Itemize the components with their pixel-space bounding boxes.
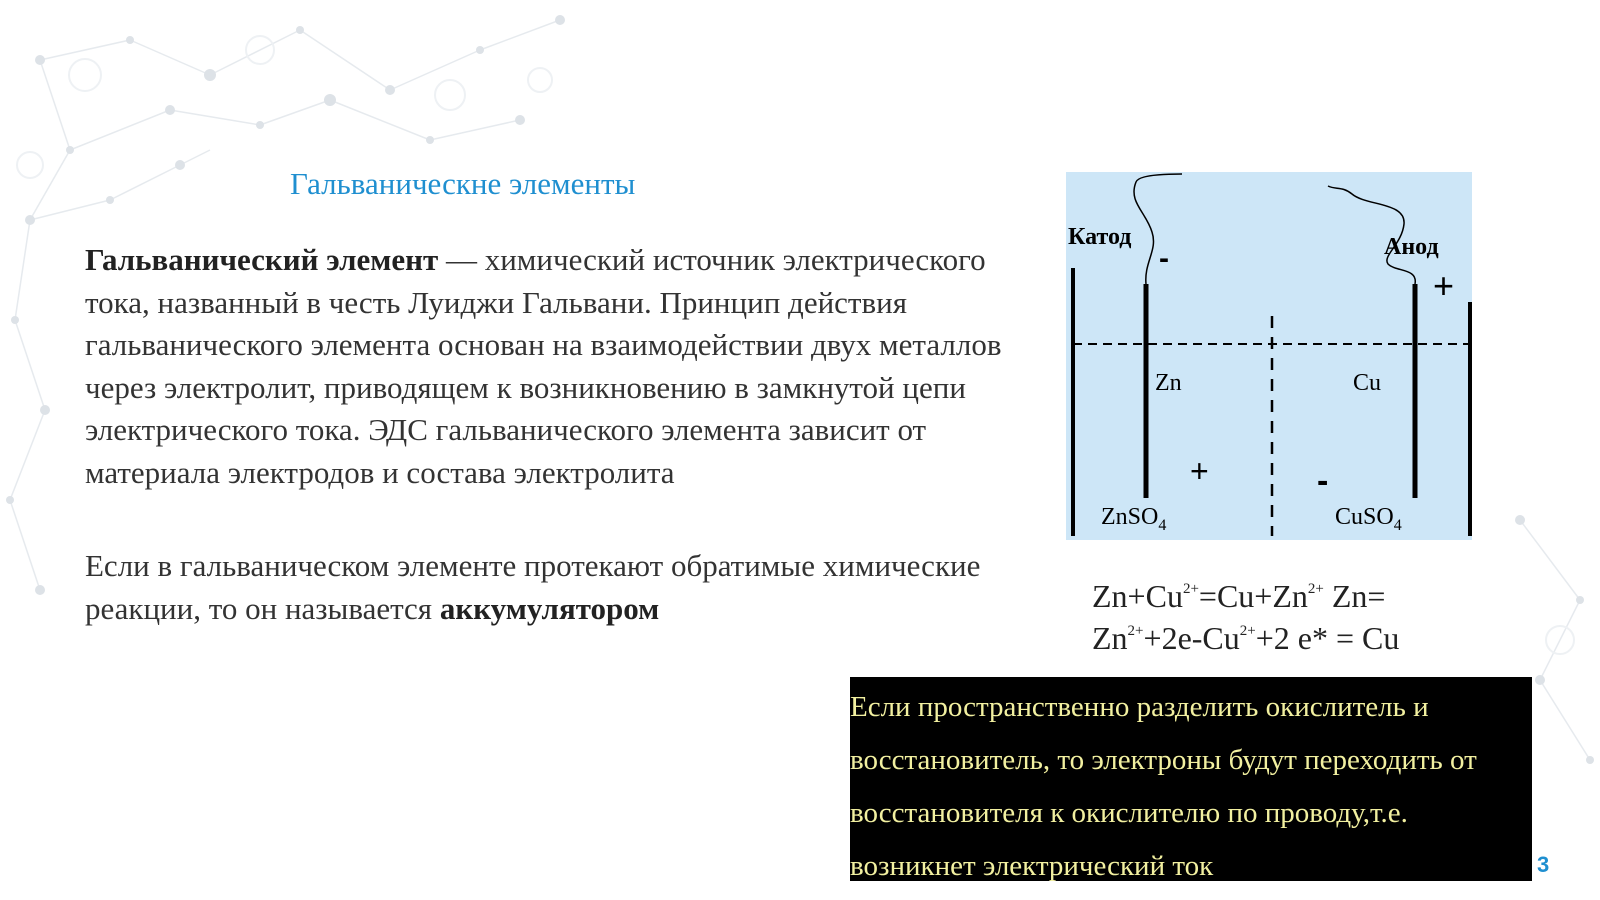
cuso4-label: CuSO$_4$ [1335, 504, 1402, 534]
accumulator-paragraph [85, 545, 1035, 630]
minus-sign-cathode: - [1159, 242, 1169, 275]
definition-paragraph [85, 239, 1035, 494]
definition-text: — химический источник электрического тока, названный в честь Луиджи Гальвани. Принцип действия гальванического элемента основан на взаимодействии двух металлов через электролит, приводящем к возникновению в замкнутой цепи электрического тока. ЭДС гальванического элемента зависит от материала электродов и состава электролита [85, 242, 1002, 490]
accumulator-term: аккумулятором [439, 590, 660, 626]
slide-title: Гальваническне элементы [290, 166, 636, 201]
reaction-equation-line2: $Zn^{2+}+2e-Cu^{2+}+2$ e* = Cu [1092, 620, 1400, 656]
plus-sign-solution: + [1190, 453, 1209, 489]
zn-label: Zn [1155, 370, 1182, 396]
definition-term: Гальванический элемент [85, 242, 439, 277]
cu-label: Cu [1353, 370, 1382, 396]
cathode-label: Катод [1068, 224, 1132, 250]
callout-text: Если пространственно разделить окислитель и восстановитель, то электроны будут переходить от восстановителя к окислителю по проводу,т.е. возникнет электрический ток [850, 691, 1477, 881]
galvanic-cell-diagram [1066, 172, 1472, 540]
minus-sign-solution: - [1317, 462, 1329, 500]
callout-box [850, 677, 1532, 881]
page-number: 3 [1537, 852, 1550, 877]
accumulator-text: Если в гальваническом элементе протекают обратимые химические реакции, то он называется [85, 548, 981, 626]
znso4-label: ZnSO$_4$ [1101, 504, 1167, 534]
reaction-equation-line1: $Zn+Cu^{2+}=Cu+Zn^{2+}$ Zn= [1092, 578, 1386, 614]
anode-label: Анод [1384, 234, 1439, 260]
plus-sign-anode: + [1433, 265, 1455, 306]
